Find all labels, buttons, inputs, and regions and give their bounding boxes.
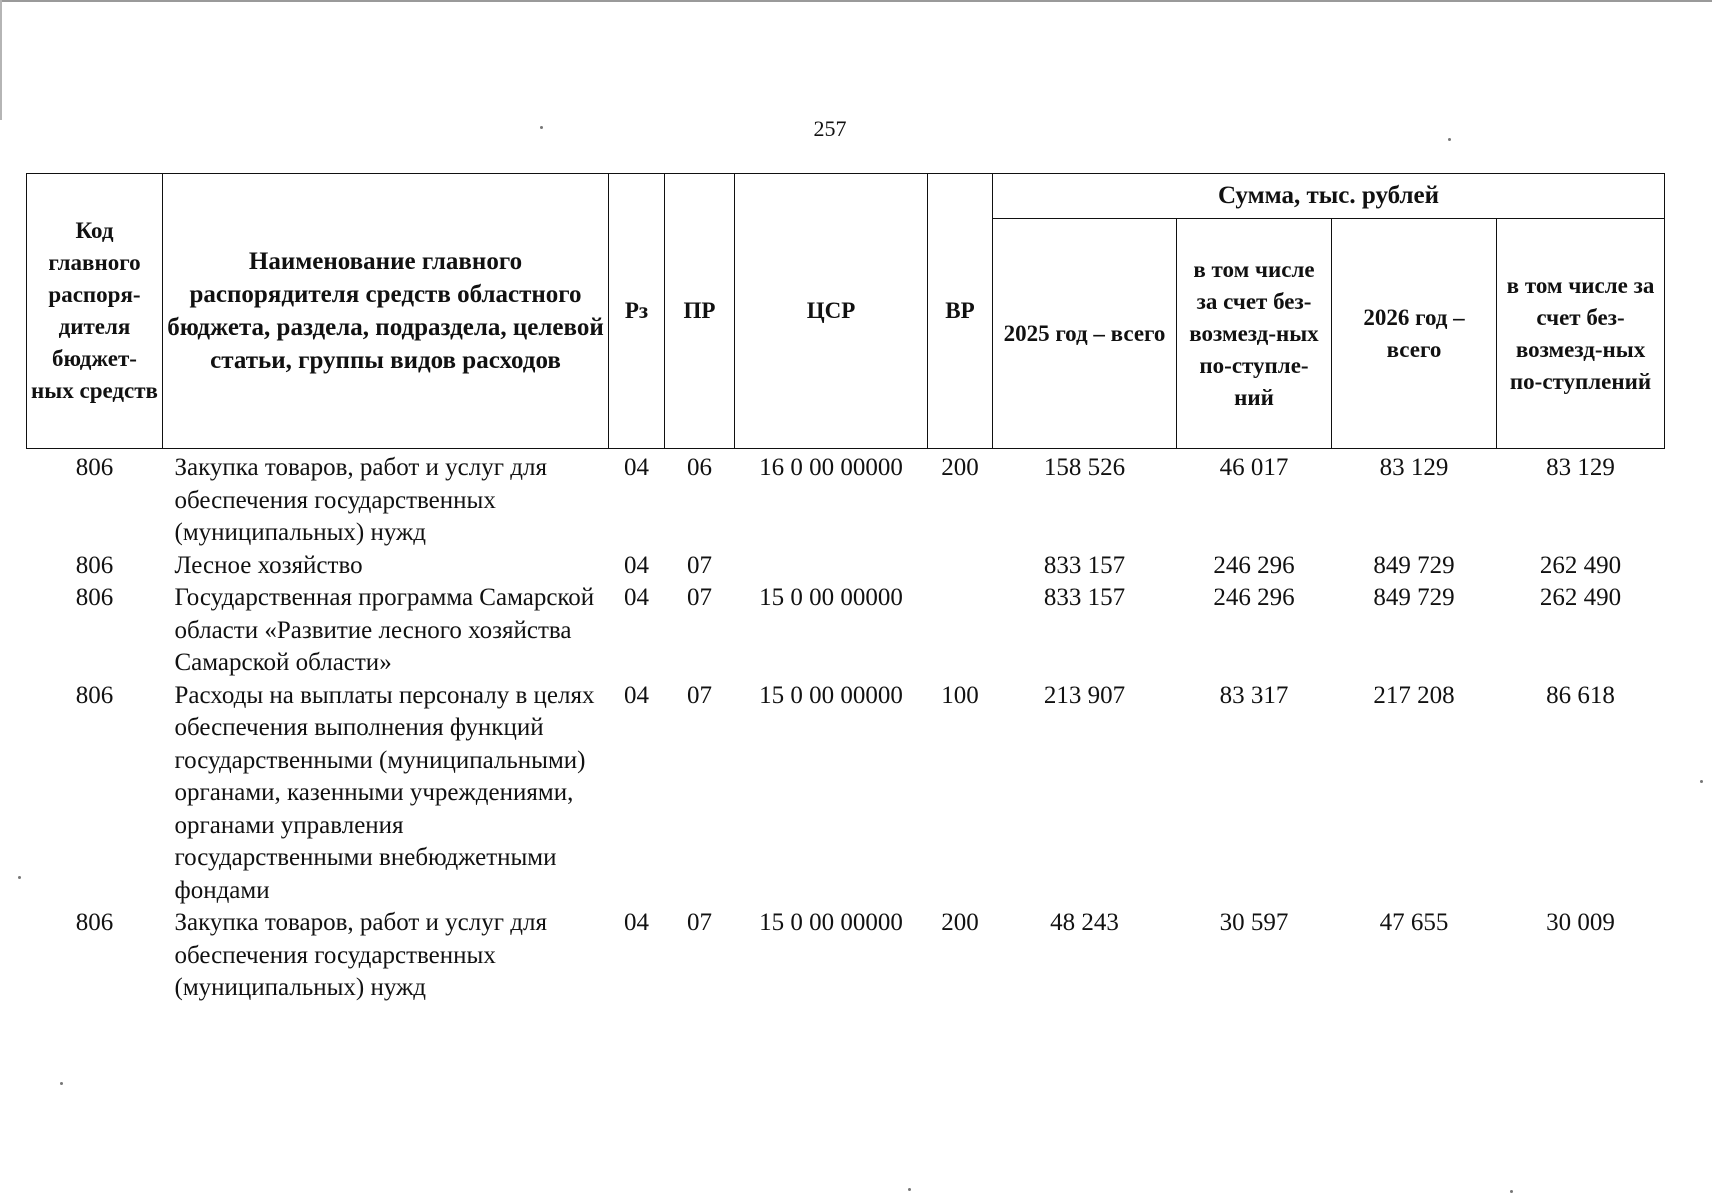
cell-pr: 06 — [687, 454, 712, 481]
cell-vr — [928, 582, 993, 680]
cell-2025-total: 48 243 — [1050, 909, 1119, 936]
cell-vr: 200 — [941, 909, 979, 936]
cell-2026-grants: 30 009 — [1546, 909, 1615, 936]
table-row — [27, 449, 1665, 550]
cell-csr: 15 0 00 00000 — [759, 909, 903, 936]
scan-speck — [1448, 138, 1451, 141]
cell-2026-grants: 86 618 — [1546, 681, 1615, 709]
scan-speck — [1510, 1190, 1513, 1193]
cell-csr: 15 0 00 00000 — [759, 681, 903, 709]
scan-speck — [1700, 780, 1703, 783]
budget-table — [26, 173, 1665, 1005]
cell-csr: 15 0 00 00000 — [759, 584, 903, 611]
cell-2026-total: 849 729 — [1373, 584, 1455, 611]
cell-name: Закупка товаров, работ и услуг для обеспечения государственных (муниципальных) нужд — [174, 909, 547, 1001]
header-code: Код главного распоря-дителя бюджет-ных средств — [27, 174, 163, 449]
header-2025-grants: в том числе за счет без-возмезд-ных по-ступле-ний — [1177, 219, 1332, 449]
table-row — [27, 550, 1665, 583]
cell-2025-grants: 83 317 — [1219, 681, 1289, 709]
table-header — [27, 174, 1665, 449]
header-pr: ПР — [665, 174, 735, 449]
cell-code: 806 — [75, 454, 114, 481]
header-sum-group: Сумма, тыс. рублей — [993, 174, 1665, 219]
cell-2025-grants: 246 296 — [1213, 584, 1295, 611]
header-row-1 — [27, 174, 1665, 219]
header-csr: ЦСР — [735, 174, 928, 449]
page-number: 257 — [813, 116, 847, 141]
cell-rz: 04 — [624, 909, 649, 936]
cell-csr: 16 0 00 00000 — [759, 454, 903, 481]
cell-2026-total: 47 655 — [1379, 909, 1449, 936]
scan-top-edge — [0, 0, 1712, 2]
scan-speck — [60, 1082, 63, 1085]
scan-speck — [908, 1188, 911, 1191]
cell-rz: 04 — [624, 454, 649, 481]
cell-pr: 07 — [687, 551, 712, 579]
cell-code: 806 — [75, 551, 114, 579]
scan-speck — [18, 876, 21, 879]
cell-csr — [735, 550, 928, 583]
cell-2025-grants: 246 296 — [1213, 551, 1295, 579]
header-2025-total: 2025 год – всего — [993, 219, 1177, 449]
table-body — [27, 449, 1665, 1005]
cell-2025-grants: 30 597 — [1219, 909, 1289, 936]
header-vr: ВР — [928, 174, 993, 449]
cell-code: 806 — [75, 584, 114, 611]
cell-code: 806 — [75, 681, 114, 709]
scan-speck — [540, 126, 543, 129]
table-row — [27, 582, 1665, 680]
table-row — [27, 680, 1665, 908]
cell-name: Расходы на выплаты персоналу в целях обеспечения выполнения функций государственными (муниципальными) органами, казенными учреждениями, органами управления государственными внебюджетными фондами — [174, 681, 595, 904]
cell-name: Государственная программа Самарской области «Развитие лесного хозяйства Самарской области» — [174, 584, 595, 676]
scan-left-edge — [0, 0, 2, 120]
header-2026-total: 2026 год – всего — [1332, 219, 1497, 449]
cell-2026-grants: 262 490 — [1539, 551, 1622, 579]
cell-2026-total: 83 129 — [1379, 454, 1449, 481]
cell-vr: 100 — [941, 681, 979, 709]
cell-2026-grants: 262 490 — [1539, 584, 1622, 611]
cell-2025-total: 158 526 — [1043, 454, 1126, 481]
header-name: Наименование главного распорядителя средств областного бюджета, раздела, подраздела, целевой статьи, группы видов расходов — [163, 174, 609, 449]
cell-rz: 04 — [624, 681, 649, 709]
cell-2025-total: 833 157 — [1043, 551, 1126, 579]
budget-table-container — [26, 173, 1664, 1005]
header-2026-grants: в том числе за счет без-возмезд-ных по-ступлений — [1497, 219, 1665, 449]
cell-name: Закупка товаров, работ и услуг для обеспечения государственных (муниципальных) нужд — [174, 454, 547, 546]
cell-pr: 07 — [687, 584, 712, 611]
cell-2026-total: 849 729 — [1373, 551, 1455, 579]
cell-pr: 07 — [687, 909, 712, 936]
header-rz: Рз — [609, 174, 665, 449]
cell-2025-total: 213 907 — [1043, 681, 1126, 709]
cell-rz: 04 — [624, 551, 649, 579]
cell-pr: 07 — [687, 681, 712, 709]
cell-2025-total: 833 157 — [1043, 584, 1126, 611]
cell-2026-grants: 83 129 — [1546, 454, 1615, 481]
cell-code: 806 — [75, 909, 114, 936]
table-row — [27, 907, 1665, 1005]
cell-rz: 04 — [624, 584, 649, 611]
cell-vr — [928, 550, 993, 583]
cell-2026-total: 217 208 — [1373, 681, 1455, 709]
cell-2025-grants: 46 017 — [1219, 454, 1289, 481]
cell-name: Лесное хозяйство — [174, 551, 363, 579]
cell-vr: 200 — [941, 454, 979, 481]
